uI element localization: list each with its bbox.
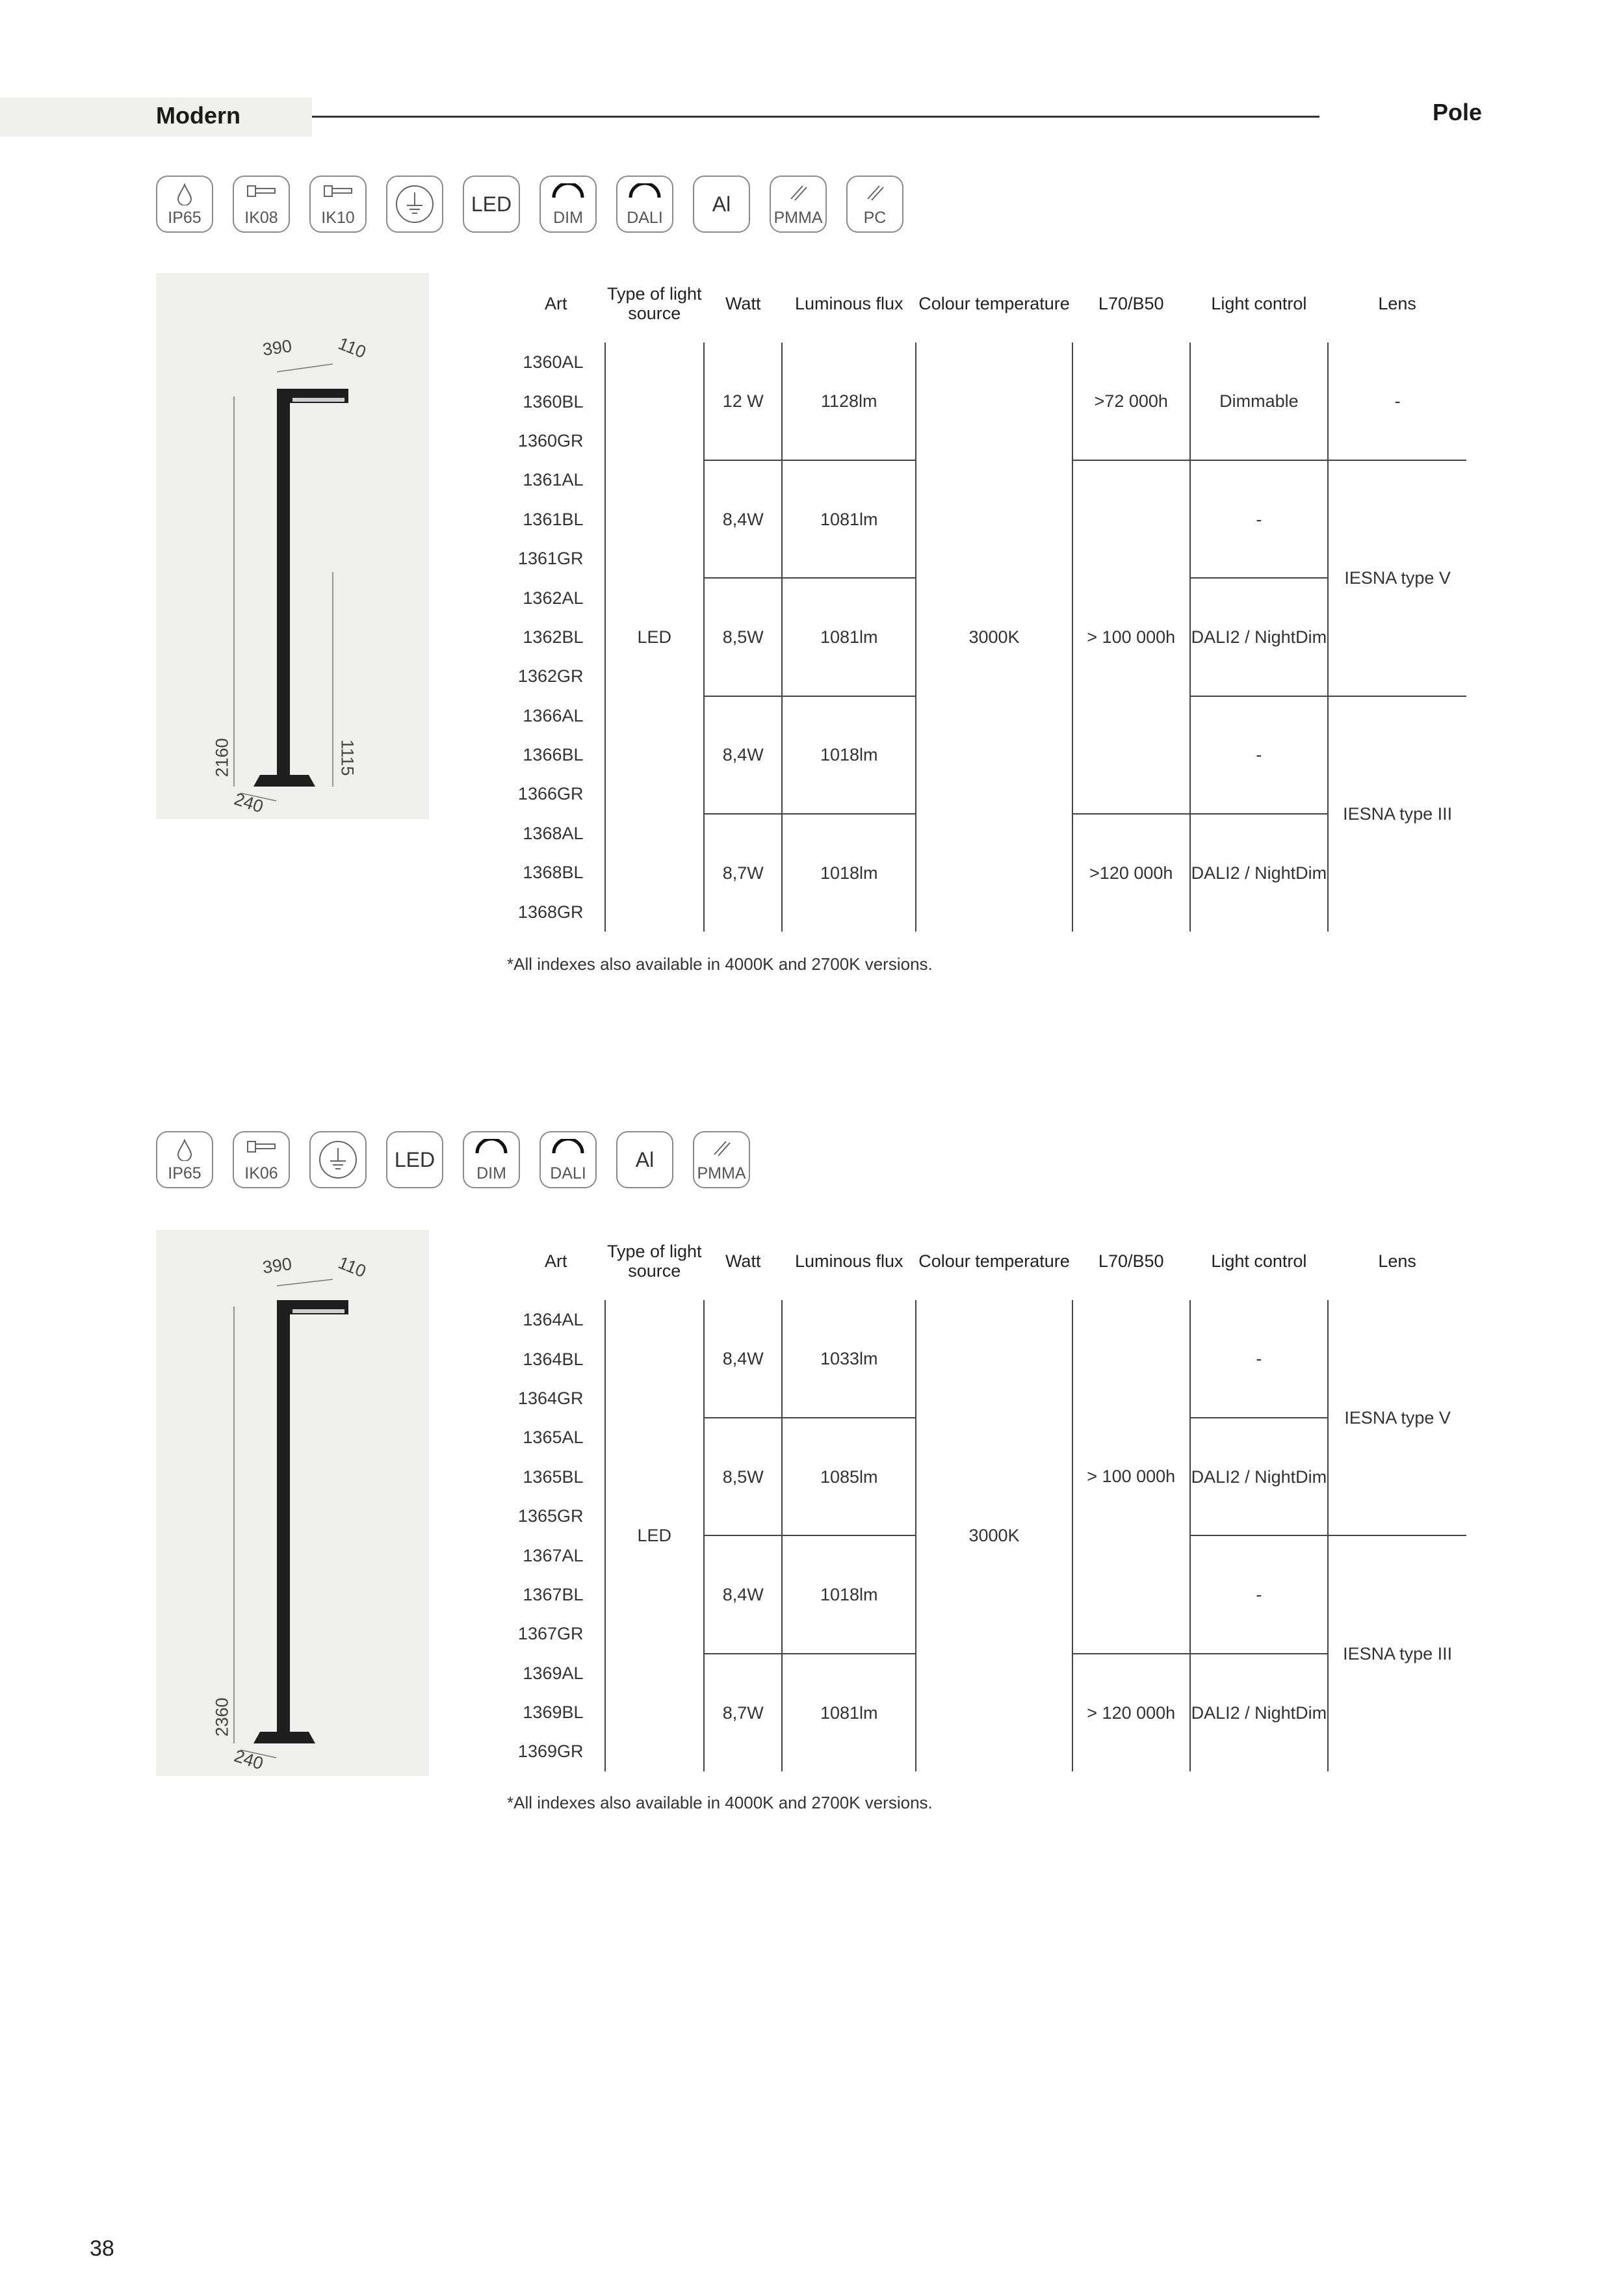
dali-badge bbox=[616, 176, 673, 233]
badge-label: PMMA bbox=[697, 1164, 746, 1182]
diffuser-icon bbox=[710, 1139, 733, 1158]
lens-cell: IESNA type III bbox=[1328, 1535, 1466, 1771]
watt-cell: 8,5W bbox=[704, 578, 782, 696]
watt-cell: 8,4W bbox=[704, 1535, 782, 1653]
spec-table-2 bbox=[507, 1222, 1466, 1771]
badge-label: IK08 bbox=[244, 209, 278, 227]
badge-label: IP65 bbox=[168, 209, 201, 227]
col-flux: Luminous flux bbox=[794, 1251, 903, 1271]
col-type: Type of light source bbox=[606, 1242, 702, 1281]
lens-cell: IESNA type V bbox=[1328, 1300, 1466, 1535]
earth-ground-icon bbox=[394, 183, 435, 225]
aluminium-badge bbox=[693, 176, 750, 233]
badge-label: PC bbox=[863, 209, 887, 227]
control-cell: - bbox=[1190, 1535, 1329, 1653]
earth-badge bbox=[309, 1131, 367, 1188]
feature-icons-1 bbox=[156, 176, 903, 233]
watt-cell: 8,4W bbox=[704, 1300, 782, 1418]
art-cell: 1360BL bbox=[523, 391, 584, 411]
dim-height: 2160 bbox=[212, 738, 232, 777]
dim-head: 110 bbox=[335, 1253, 369, 1282]
flux-cell: 1081lm bbox=[782, 460, 916, 578]
ip65-badge bbox=[156, 176, 213, 233]
art-cell: 1369GR bbox=[517, 1742, 584, 1762]
footnote-1: *All indexes also available in 4000K and 2700K versions. bbox=[507, 954, 933, 974]
flux-cell: 1018lm bbox=[782, 1535, 916, 1653]
flux-cell: 1085lm bbox=[782, 1418, 916, 1535]
pole-drawing bbox=[156, 1230, 429, 1776]
dim-top-width: 390 bbox=[261, 336, 293, 359]
col-control: Light control bbox=[1211, 1251, 1307, 1271]
footnote-2: *All indexes also available in 4000K and 2700K versions. bbox=[507, 1793, 933, 1812]
dim-badge bbox=[463, 1131, 520, 1188]
control-cell: - bbox=[1190, 1300, 1329, 1418]
art-cell: 1367GR bbox=[517, 1624, 584, 1644]
art-cell: 1366AL bbox=[523, 705, 584, 725]
flux-cell: 1018lm bbox=[782, 814, 916, 932]
type-cell: LED bbox=[605, 343, 705, 932]
art-cell: 1360GR bbox=[517, 430, 584, 450]
feature-icons-2 bbox=[156, 1131, 750, 1188]
col-flux: Luminous flux bbox=[794, 294, 903, 313]
life-cell: > 120 000h bbox=[1072, 1654, 1190, 1771]
art-cell: 1366GR bbox=[517, 784, 584, 804]
art-cell: 1361GR bbox=[517, 549, 584, 569]
art-cell: 1365AL bbox=[523, 1428, 584, 1448]
watt-cell: 8,7W bbox=[704, 814, 782, 932]
ik10-badge bbox=[309, 176, 367, 233]
col-life: L70/B50 bbox=[1098, 1251, 1164, 1271]
badge-label: Al bbox=[712, 192, 731, 216]
led-badge bbox=[386, 1131, 443, 1188]
dim-height: 2360 bbox=[212, 1697, 232, 1737]
watt-cell: 8,5W bbox=[704, 1418, 782, 1535]
badge-label: PMMA bbox=[773, 209, 823, 227]
dali-arc-icon bbox=[627, 183, 663, 200]
product-drawing-1 bbox=[156, 273, 429, 819]
section-title: Modern bbox=[156, 102, 240, 129]
col-lens: Lens bbox=[1378, 294, 1416, 313]
life-cell: > 100 000h bbox=[1072, 1300, 1190, 1654]
col-life: L70/B50 bbox=[1098, 294, 1164, 313]
col-watt: Watt bbox=[725, 1251, 761, 1271]
drop-icon bbox=[175, 1139, 194, 1161]
art-cell: 1362AL bbox=[523, 588, 584, 608]
hammer-icon bbox=[245, 1139, 278, 1156]
colour-cell: 3000K bbox=[916, 343, 1072, 932]
dim-arc-icon bbox=[473, 1139, 510, 1156]
dali-arc-icon bbox=[550, 1139, 586, 1156]
col-colour: Colour temperature bbox=[918, 294, 1070, 313]
col-type: Type of light source bbox=[606, 284, 702, 323]
header-rule bbox=[312, 116, 1319, 118]
hammer-icon bbox=[322, 183, 354, 200]
pmma-badge bbox=[693, 1131, 750, 1188]
art-cell: 1367AL bbox=[523, 1545, 584, 1565]
art-cell: 1361AL bbox=[523, 470, 584, 490]
art-cell: 1365GR bbox=[517, 1506, 584, 1526]
art-cell: 1360AL bbox=[523, 352, 584, 372]
dim-badge bbox=[539, 176, 597, 233]
col-art: Art bbox=[544, 294, 567, 313]
product-drawing-2 bbox=[156, 1230, 429, 1776]
art-cell: 1366BL bbox=[523, 745, 584, 765]
drop-icon bbox=[175, 183, 194, 205]
watt-cell: 8,4W bbox=[704, 460, 782, 578]
ik06-badge bbox=[233, 1131, 290, 1188]
watt-cell: 8,4W bbox=[704, 696, 782, 814]
page-number: 38 bbox=[90, 2236, 114, 2261]
aluminium-badge bbox=[616, 1131, 673, 1188]
art-cell: 1368AL bbox=[523, 823, 584, 843]
flux-cell: 1081lm bbox=[782, 578, 916, 696]
dim-mid-height: 1115 bbox=[337, 739, 357, 776]
dim-head: 110 bbox=[335, 333, 369, 363]
badge-label: LED bbox=[394, 1148, 435, 1171]
ip65-badge bbox=[156, 1131, 213, 1188]
hammer-icon bbox=[245, 183, 278, 200]
flux-cell: 1018lm bbox=[782, 696, 916, 814]
badge-label: IP65 bbox=[168, 1164, 201, 1182]
art-cell: 1362BL bbox=[523, 627, 584, 647]
badge-label: IK06 bbox=[244, 1164, 278, 1182]
flux-cell: 1128lm bbox=[782, 343, 916, 460]
badge-label: DIM bbox=[553, 209, 583, 227]
ik08-badge bbox=[233, 176, 290, 233]
dim-base: 240 bbox=[231, 1745, 266, 1774]
life-cell: > 100 000h bbox=[1072, 460, 1190, 814]
pc-badge bbox=[846, 176, 903, 233]
art-cell: 1364BL bbox=[523, 1349, 584, 1369]
earth-ground-icon bbox=[317, 1139, 359, 1181]
flux-cell: 1081lm bbox=[782, 1654, 916, 1771]
control-cell: DALI2 / NightDim bbox=[1190, 578, 1329, 696]
art-cell: 1364GR bbox=[517, 1388, 584, 1408]
art-cell: 1364AL bbox=[523, 1310, 584, 1330]
art-cell: 1368GR bbox=[517, 902, 584, 922]
diffuser-icon bbox=[787, 183, 809, 203]
control-cell: Dimmable bbox=[1190, 343, 1329, 460]
lens-cell: - bbox=[1328, 343, 1466, 460]
diffuser-icon bbox=[864, 183, 886, 203]
control-cell: DALI2 / NightDim bbox=[1190, 1418, 1329, 1535]
watt-cell: 12 W bbox=[704, 343, 782, 460]
colour-cell: 3000K bbox=[916, 1300, 1072, 1771]
earth-badge bbox=[386, 176, 443, 233]
badge-label: DALI bbox=[627, 209, 663, 227]
flux-cell: 1033lm bbox=[782, 1300, 916, 1418]
control-cell: - bbox=[1190, 460, 1329, 578]
col-control: Light control bbox=[1211, 294, 1307, 313]
art-cell: 1369BL bbox=[523, 1702, 584, 1723]
lens-cell: IESNA type III bbox=[1328, 696, 1466, 932]
art-cell: 1361BL bbox=[523, 509, 584, 529]
dim-top-width: 390 bbox=[261, 1254, 293, 1277]
art-cell: 1362GR bbox=[517, 666, 584, 686]
art-cell: 1368BL bbox=[523, 863, 584, 883]
col-art: Art bbox=[544, 1251, 567, 1271]
control-cell: - bbox=[1190, 696, 1329, 814]
art-cell: 1369AL bbox=[523, 1663, 584, 1683]
life-cell: >120 000h bbox=[1072, 814, 1190, 932]
art-cell: 1365BL bbox=[523, 1467, 584, 1487]
type-cell: LED bbox=[605, 1300, 705, 1771]
dim-arc-icon bbox=[550, 183, 586, 200]
badge-label: DIM bbox=[476, 1164, 506, 1182]
pmma-badge bbox=[770, 176, 827, 233]
category-title: Pole bbox=[1432, 99, 1482, 125]
control-cell: DALI2 / NightDim bbox=[1190, 814, 1329, 932]
badge-label: IK10 bbox=[321, 209, 355, 227]
art-cell: 1367BL bbox=[523, 1584, 584, 1604]
control-cell: DALI2 / NightDim bbox=[1190, 1654, 1329, 1771]
dali-badge bbox=[539, 1131, 597, 1188]
lens-cell: IESNA type V bbox=[1328, 460, 1466, 696]
led-badge bbox=[463, 176, 520, 233]
col-colour: Colour temperature bbox=[918, 1251, 1070, 1271]
col-watt: Watt bbox=[725, 294, 761, 313]
watt-cell: 8,7W bbox=[704, 1654, 782, 1771]
badge-label: DALI bbox=[550, 1164, 586, 1182]
dim-base: 240 bbox=[231, 789, 266, 817]
life-cell: >72 000h bbox=[1072, 343, 1190, 460]
col-lens: Lens bbox=[1378, 1251, 1416, 1271]
badge-label: Al bbox=[635, 1148, 655, 1171]
badge-label: LED bbox=[471, 192, 512, 216]
spec-table-1 bbox=[507, 265, 1466, 932]
